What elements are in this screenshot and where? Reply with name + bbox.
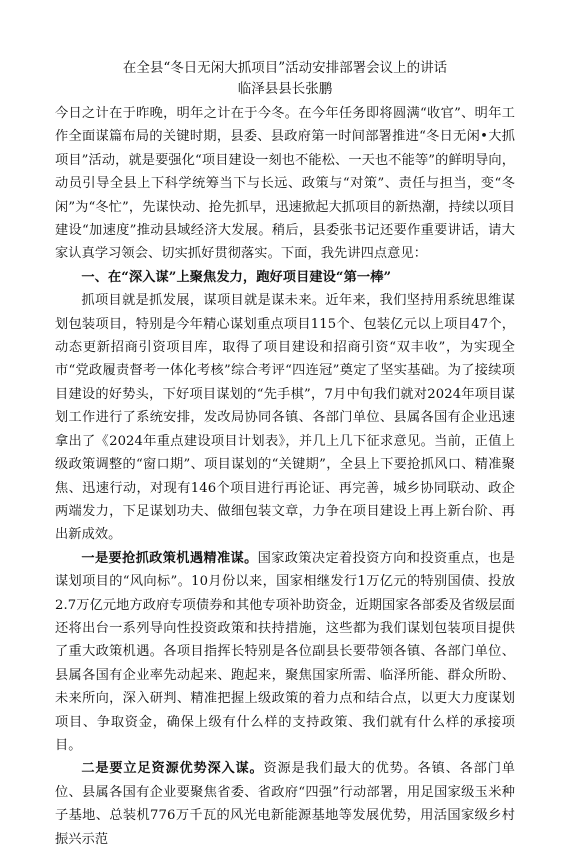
section-1-paragraph: 抓项目就是抓发展，谋项目就是谋未来。近年来，我们坚持用系统思维谋划包装项目，特别是今年精心谋划重点项目115个、包装亿元以上项目47个，动态更新招商引资项目库，取得了项目建设和招商引资“双丰收”，为实现全市“党政履责督考一体化考核”综合考评“四连冠”奠定了坚实基础。为了接续项目建设的好势头，下好项目谋划的“先手棋”，7月中旬我们就对2024年项目谋划工作进行了系统安排，发改局协同各镇、各部门单位、县属各国有企业迅速拿出了《2024年重点建设项目计划表》，并几上几下征求意见。当前，正值上级政策调整的“窗口期”、项目谋划的“关键期”，全县上下要抢抓风口、精准聚焦、迅速行动，对现有146个项目进行再论证、再完善，城乡协同联动、政企两端发力，下足谋划功夫、做细包装文章，力争在项目建设上再上新台阶、再出新成效。 (55, 293, 515, 543)
policy-body: 国家政策决定着投资方向和投资重点，也是谋划项目的“风向标”。10月份以来，国家相继发行1万亿元的特别国债、投放2.7万亿元地方政府专项债券和其他专项补助资金，近期国家各部委及省级层面还将出台一系列导向性投资政策和扶持措施，这些都为我们谋划包装项目提供了重大政策机遇。各项目指挥长特别是各位副县长要带领各镇、各部门单位、县属各国有企业率先动起来、跑起来，聚焦国家所需、临泽所能、群众所盼、未来所向，深入研判、精准把握上级政策的着力点和结合点，以更大力度谋划项目、争取资金，确保上级有什么样的支持政策、我们就有什么样的承接项目。 (55, 550, 515, 753)
policy-paragraph (55, 547, 515, 758)
document-title: 在全县“冬日无闲大抓项目”活动安排部署会议上的讲话 (122, 60, 448, 76)
intro-paragraph: 今日之计在于昨晚，明年之计在于今冬。在今年任务即将圆满“收官”、明年工作全面谋篇布局的关键时期，县委、县政府第一时间部署推进“冬日无闲•大抓项目”活动，就是要强化“项目建设一刻也不能松、一天也不能等”的鲜明导向，动员引导全县上下科学统筹当下与长远、政策与“对策”、责任与担当，变“冬闲”为“冬忙”，先谋快动、抢先抓早，迅速掀起大抓项目的新热潮，持续以项目建设“加速度”推动县域经济大发展。稍后，县委张书记还要作重要讲话，请大家认真学习领会、切实抓好贯彻落实。下面，我先讲四点意见： (55, 106, 515, 262)
resource-body: 资源是我们最大的优势。各镇、各部门单位、县属各国有企业要聚焦省委、省政府“四强”行动部署，用足国家级玉米种子基地、总装机776万千瓦的风光电新能源基地等发展优势，用活国家级乡村振兴示范 (55, 761, 515, 847)
document-author: 临泽县县长张鹏 (237, 81, 333, 97)
section-heading-1: 一、在“深入谋”上聚焦发力，跑好项目建设“第一棒” (81, 269, 392, 285)
resource-paragraph (55, 757, 515, 851)
resource-lead: 二是要立足资源优势深入谋。 (81, 761, 264, 777)
policy-lead: 一是要抢抓政策机遇精准谋。 (81, 550, 258, 566)
